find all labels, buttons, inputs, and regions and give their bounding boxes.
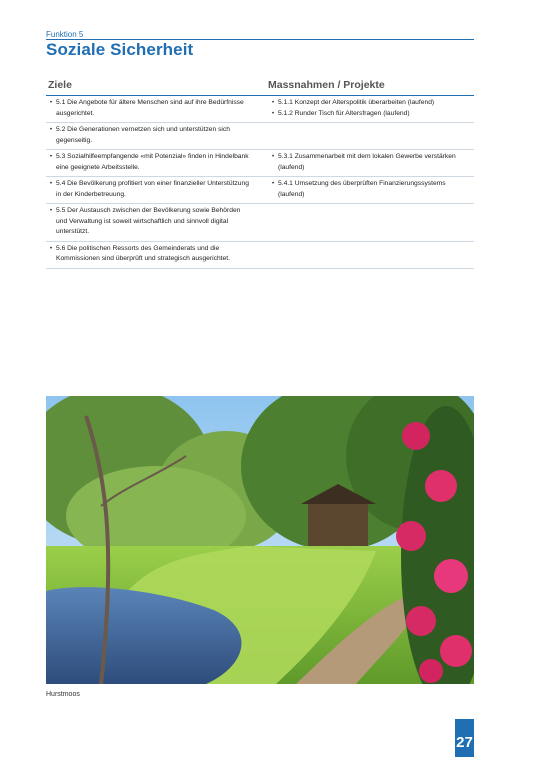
column-header-measures: Massnahmen / Projekte bbox=[268, 79, 385, 91]
photo-caption: Hurstmoos bbox=[46, 691, 80, 698]
goal-item bbox=[46, 152, 252, 173]
page-title: Soziale Sicherheit bbox=[46, 40, 194, 59]
bullet-icon: • bbox=[271, 153, 275, 160]
goal-item bbox=[46, 244, 252, 265]
goal-text: 5.1 Die Angebote für ältere Menschen sind auf ihre Bedürfnisse ausgerichtet. bbox=[56, 99, 244, 117]
goal-item bbox=[46, 98, 252, 119]
goals-table bbox=[46, 96, 474, 269]
bullet-icon: • bbox=[49, 207, 53, 214]
goal-cell bbox=[46, 177, 260, 203]
bullet-icon: • bbox=[49, 126, 53, 133]
table-row bbox=[46, 96, 474, 123]
goal-text: 5.2 Die Generationen vernetzen sich und unterstützen sich gegenseitig. bbox=[56, 126, 230, 144]
bullet-icon: • bbox=[49, 153, 53, 160]
bullet-icon: • bbox=[49, 99, 53, 106]
measure-cell bbox=[260, 123, 474, 149]
goal-text: 5.5 Der Austausch zwischen der Bevölkerung sowie Behörden und Verwaltung ist soweit wirtschaftlich und sinnvoll digital unterstützt. bbox=[56, 207, 241, 235]
goal-item bbox=[46, 206, 252, 238]
goal-item bbox=[46, 125, 252, 146]
measure-cell bbox=[260, 242, 474, 268]
table-row bbox=[46, 123, 474, 150]
table-row bbox=[46, 177, 474, 204]
bullet-icon: • bbox=[49, 180, 53, 187]
goal-cell bbox=[46, 123, 260, 149]
bullet-icon: • bbox=[49, 244, 53, 252]
measure-item bbox=[268, 179, 466, 200]
measure-item bbox=[268, 109, 466, 120]
measure-text: 5.1.2 Runder Tisch für Altersfragen (laufend) bbox=[278, 109, 410, 117]
table-row bbox=[46, 150, 474, 177]
measure-item bbox=[268, 98, 466, 109]
measure-item bbox=[268, 152, 466, 173]
measure-cell bbox=[260, 177, 474, 203]
measure-cell bbox=[260, 96, 474, 122]
measure-cell bbox=[260, 150, 474, 176]
bullet-icon: • bbox=[271, 180, 275, 187]
page-number: 27 bbox=[455, 719, 474, 757]
goal-text: 5.6 Die politischen Ressorts des Gemeinderats und die Kommissionen sind überprüft und strategisch ausgerichtet. bbox=[56, 244, 230, 262]
goal-item bbox=[46, 179, 252, 200]
goal-text: 5.4 Die Bevölkerung profitiert von einer finanzieller Unterstützung in der Kinderbetreuung. bbox=[56, 180, 249, 198]
table-header bbox=[46, 78, 474, 96]
bullet-icon: • bbox=[271, 99, 275, 106]
table-row bbox=[46, 204, 474, 242]
measure-cell bbox=[260, 204, 474, 241]
goal-cell bbox=[46, 96, 260, 122]
bullet-icon: • bbox=[271, 109, 275, 117]
goal-text: 5.3 Sozialhilfeempfangende «mit Potenzial» finden in Hindelbank eine geeignete Arbeitsstelle. bbox=[56, 153, 249, 171]
table-row bbox=[46, 242, 474, 269]
measure-text: 5.1.1 Konzept der Alterspolitik überarbeiten (laufend) bbox=[278, 99, 435, 106]
column-header-goals: Ziele bbox=[48, 79, 72, 91]
measure-text: 5.4.1 Umsetzung des überprüften Finanzierungssystems (laufend) bbox=[278, 180, 446, 198]
landscape-photo bbox=[46, 396, 474, 684]
section-kicker: Funktion 5 bbox=[46, 30, 84, 39]
goal-cell bbox=[46, 150, 260, 176]
measure-text: 5.3.1 Zusammenarbeit mit dem lokalen Gewerbe verstärken (laufend) bbox=[278, 153, 456, 171]
goal-cell bbox=[46, 204, 260, 241]
goal-cell bbox=[46, 242, 260, 268]
